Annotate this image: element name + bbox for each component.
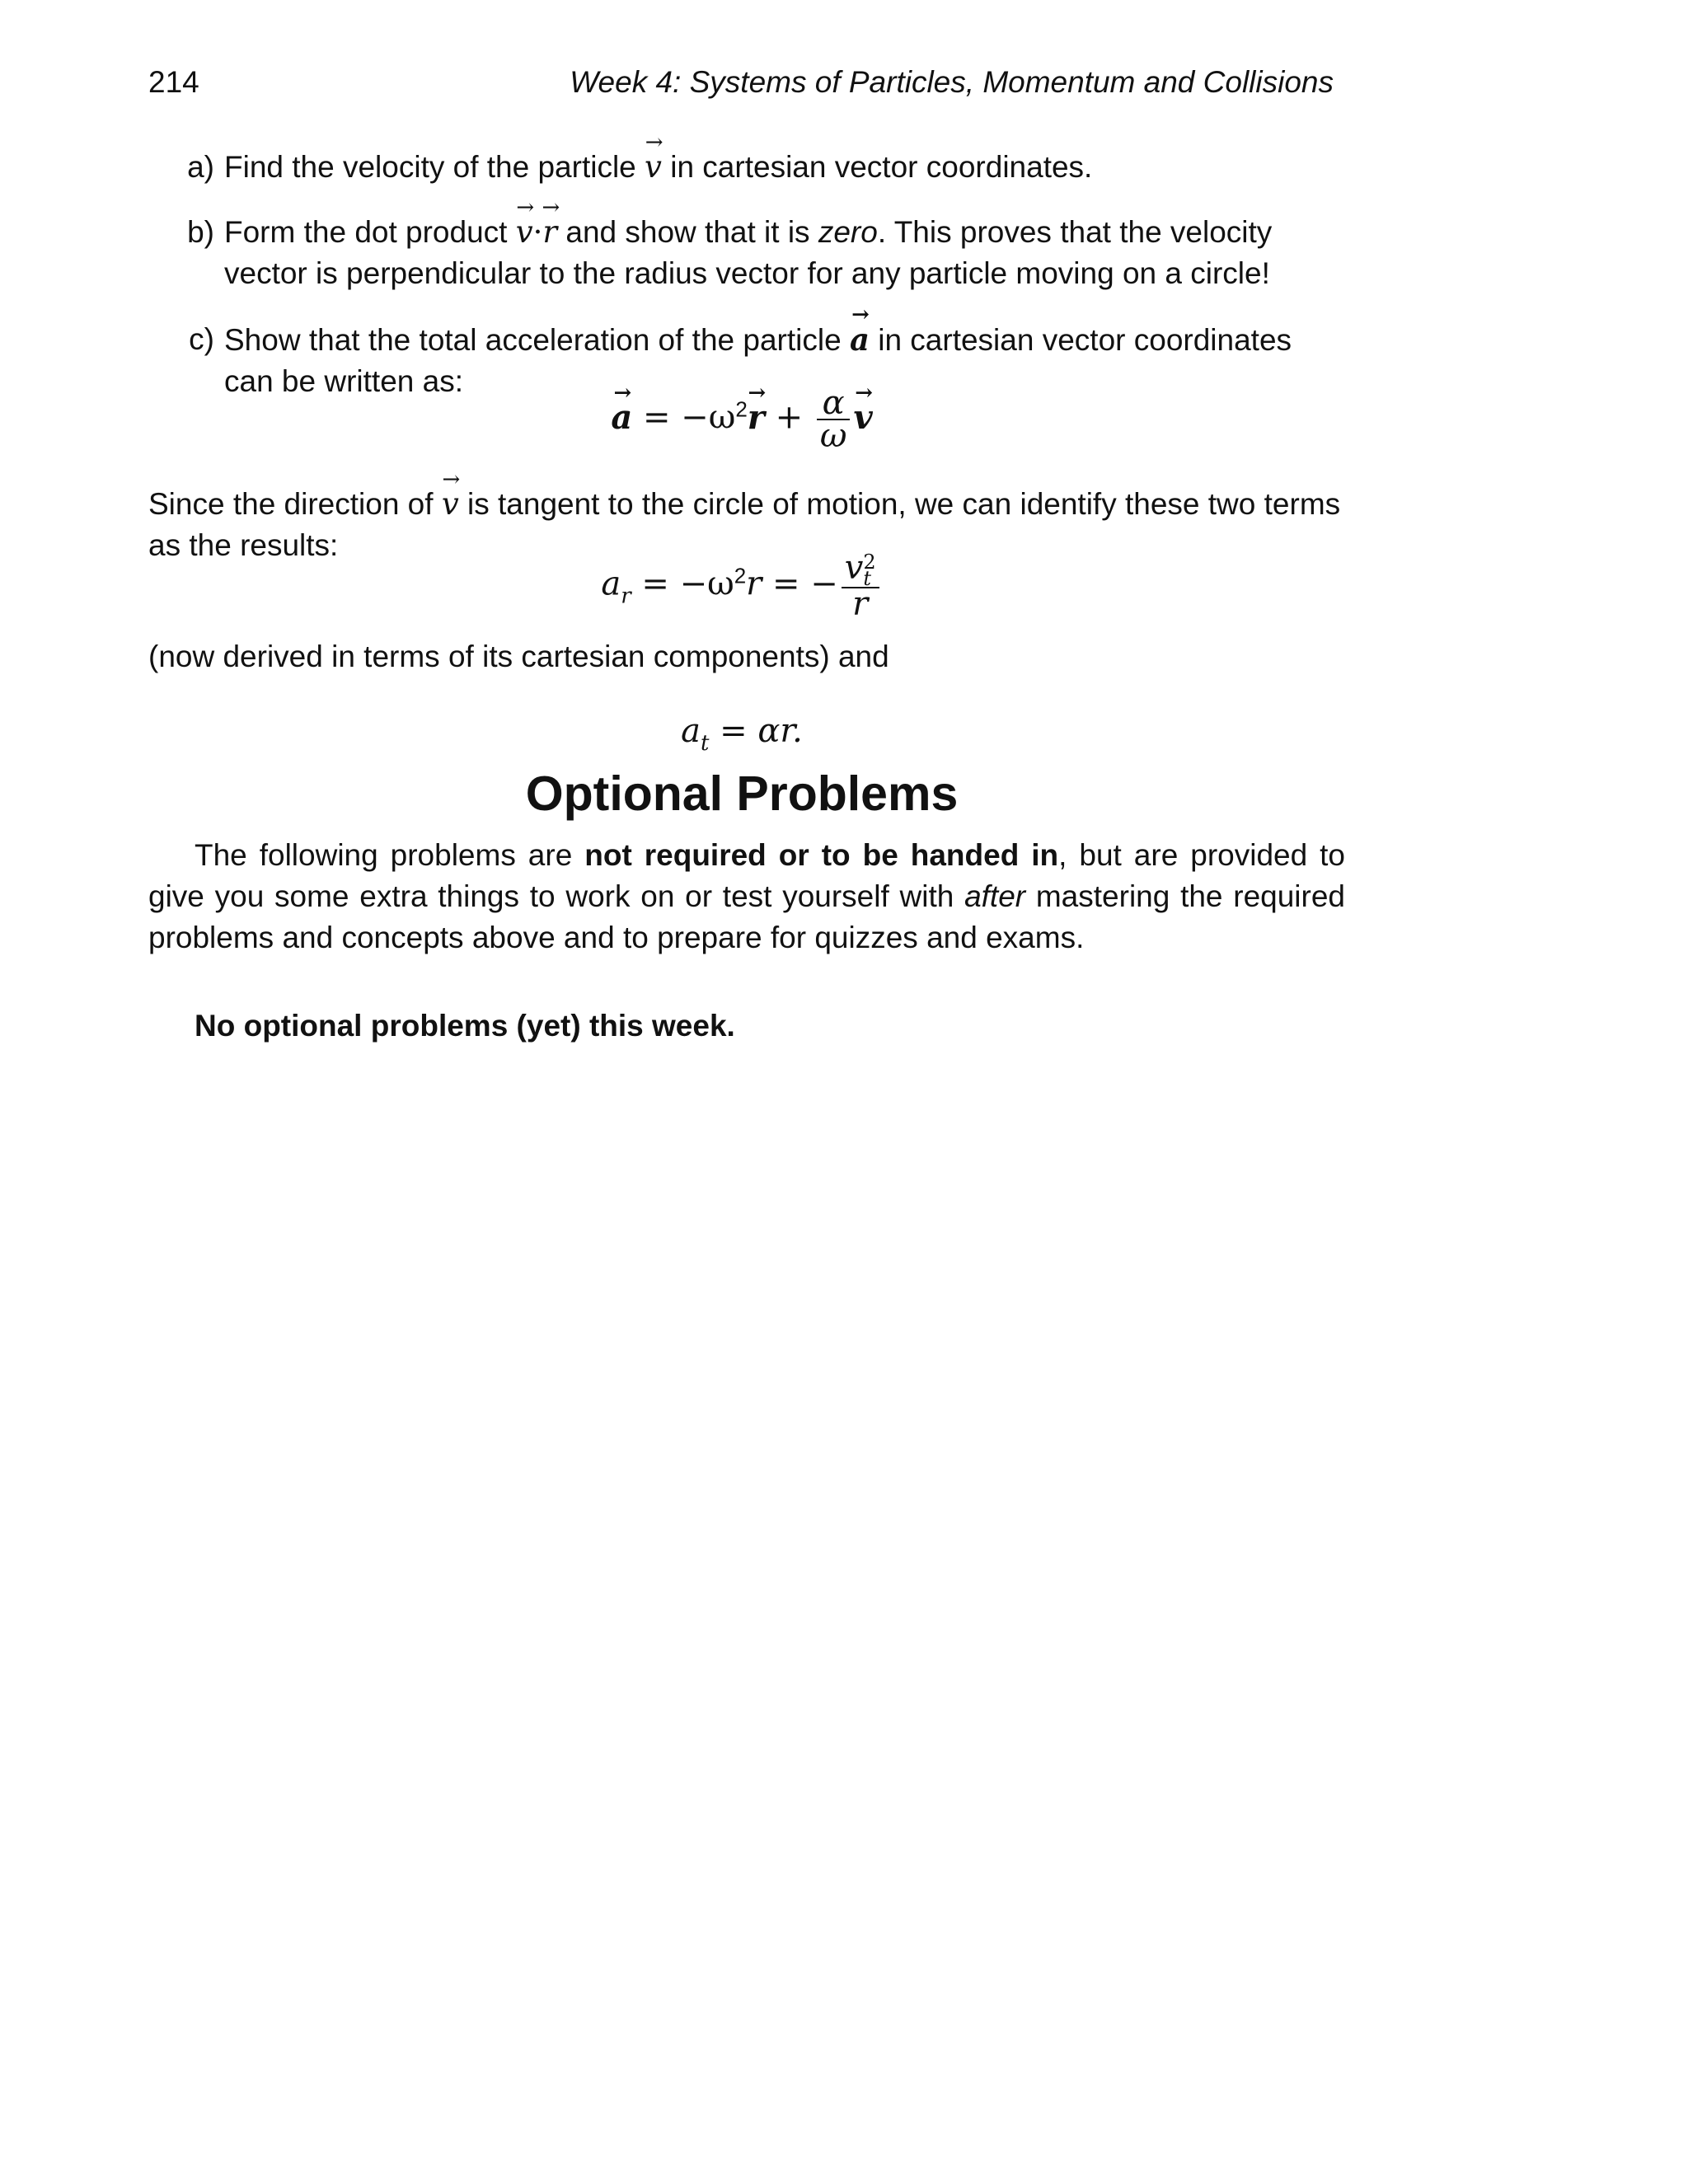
optional-problems-heading: Optional Problems [525,766,959,821]
page-number: 214 [148,65,199,99]
item-c-text: Show that the total acceleration of the particle → a in cartesian vector coordinates can be written as: [224,319,1345,402]
vector-r-symbol: → r [542,212,557,253]
vector-v-symbol: → v [442,484,459,525]
optional-intro-paragraph: The following problems are not required or to be handed in, but are provided to give you some extra things to work on or test yourself with after mastering the required problems and concepts above and to prepare for quizzes and exams. [148,838,1346,954]
running-header: Week 4: Systems of Particles, Momentum and Collisions [570,65,1334,99]
vector-v-symbol: → v [645,147,662,188]
item-c-letter: c) [189,322,214,356]
tangent-paragraph: Since the direction of → v is tangent to the circle of motion, we can identify these two terms as the results: [148,484,1345,566]
acceleration-equation: → $a = -\omega^2\to r$ + $\frac{\alpha}{\omega}$ → v [0,387,1484,452]
vector-a-symbol: → a [850,319,870,360]
derived-paragraph: (now derived in terms of its cartesian components) and [148,640,889,673]
vector-v-symbol: → v [516,212,533,253]
tangential-acceleration-equation: $a_t = \alpha r$. [681,712,803,756]
item-b-text: Form the dot product → v·→ r and show that it is zero. This proves that the velocity vector is perpendicular to the radius vector for any particle moving on a circle! [224,212,1345,294]
item-a-text: Find the velocity of the particle → v in cartesian vector coordinates. [224,147,1345,188]
item-b-letter: b) [187,215,214,249]
radial-acceleration-equation: $a_r = -\omega^2r$ = − v 2 t r [0,552,1484,620]
no-optional-problems-notice: No optional problems (yet) this week. [195,1009,735,1043]
item-a-letter: a) [187,150,214,184]
